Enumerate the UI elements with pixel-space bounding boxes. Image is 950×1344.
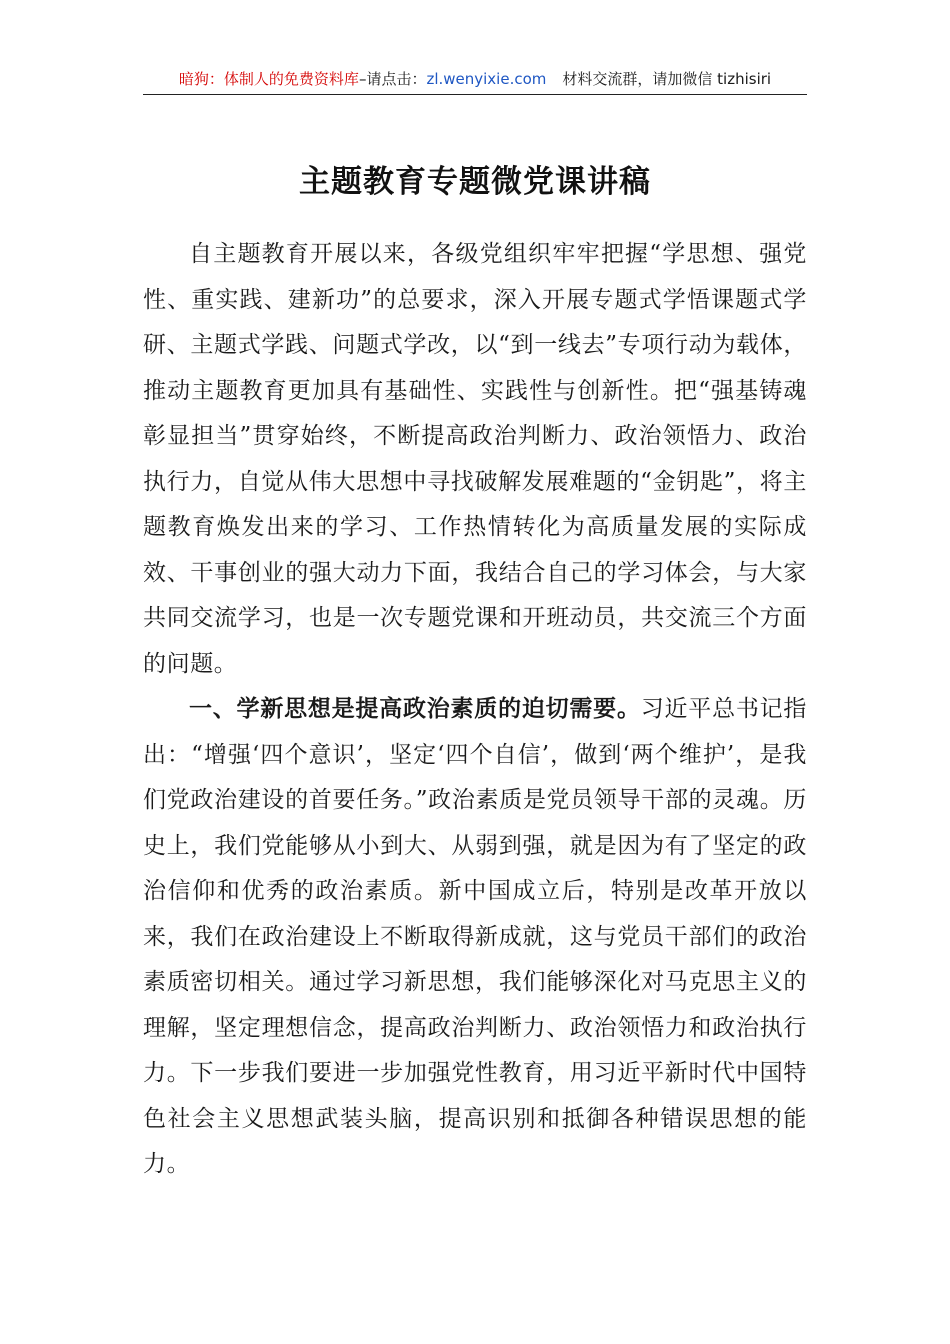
click-prefix: –请点击： [358,70,427,88]
document-title: 主题教育专题微党课讲稿 [299,164,651,200]
intro-paragraph: 自主题教育开展以来，各级党组织牢牢把握“学思想、强党性、重实践、建新功”的总要求，深入开展专题式学悟课题式学研、主题式学践、问题式学改，以“到一线去”专项行动为载体，推动主题教育更加具有基础性、实践性与创新性。把“强基铸魂彰显担当”贯穿始终，不断提高政治判断力、政治领悟力、政治执行力，自觉从伟大思想中寻找破解发展难题的“金钥匙”，将主题教育焕发出来的学习、工作热情转化为高质量发展的实际成效、干事创业的强大动力下面，我结合自己的学习体会，与大家共同交流学习，也是一次专题党课和开班动员，共交流三个方面的问题。 [143,241,807,677]
section-1-heading: 一、学新思想是提高政治素质的迫切需要。 [189,696,641,722]
promo-text: 暗狗：体制人的免费资料库 [178,70,359,88]
wechat-text: 材料交流群，请加微信 tizhisiri [562,70,772,88]
section-1-text: 习近平总书记指出：“增强‘四个意识’，坚定‘四个自信’，做到‘两个维护’，是我们党政治建设的首要任务。”政治素质是党员领导干部的灵魂。历史上，我们党能够从小到大、从弱到强，就是因为有了坚定的政治信仰和优秀的政治素质。新中国成立后，特别是改革开放以来，我们在政治建设上不断取得新成就，这与党员干部们的政治素质密切相关。通过学习新思想，我们能够深化对马克思主义的理解，坚定理想信念，提高政治判断力、政治领悟力和政治执行力。下一步我们要进一步加强党性教育，用习近平新时代中国特色社会主义思想武装头脑，提高识别和抵御各种错误思想的能力。 [143,696,808,1177]
site-link[interactable]: zl.wenyixie.com [426,70,547,88]
section-1-paragraph [143,687,807,1188]
document-body [143,232,807,1188]
page-header [143,68,807,95]
